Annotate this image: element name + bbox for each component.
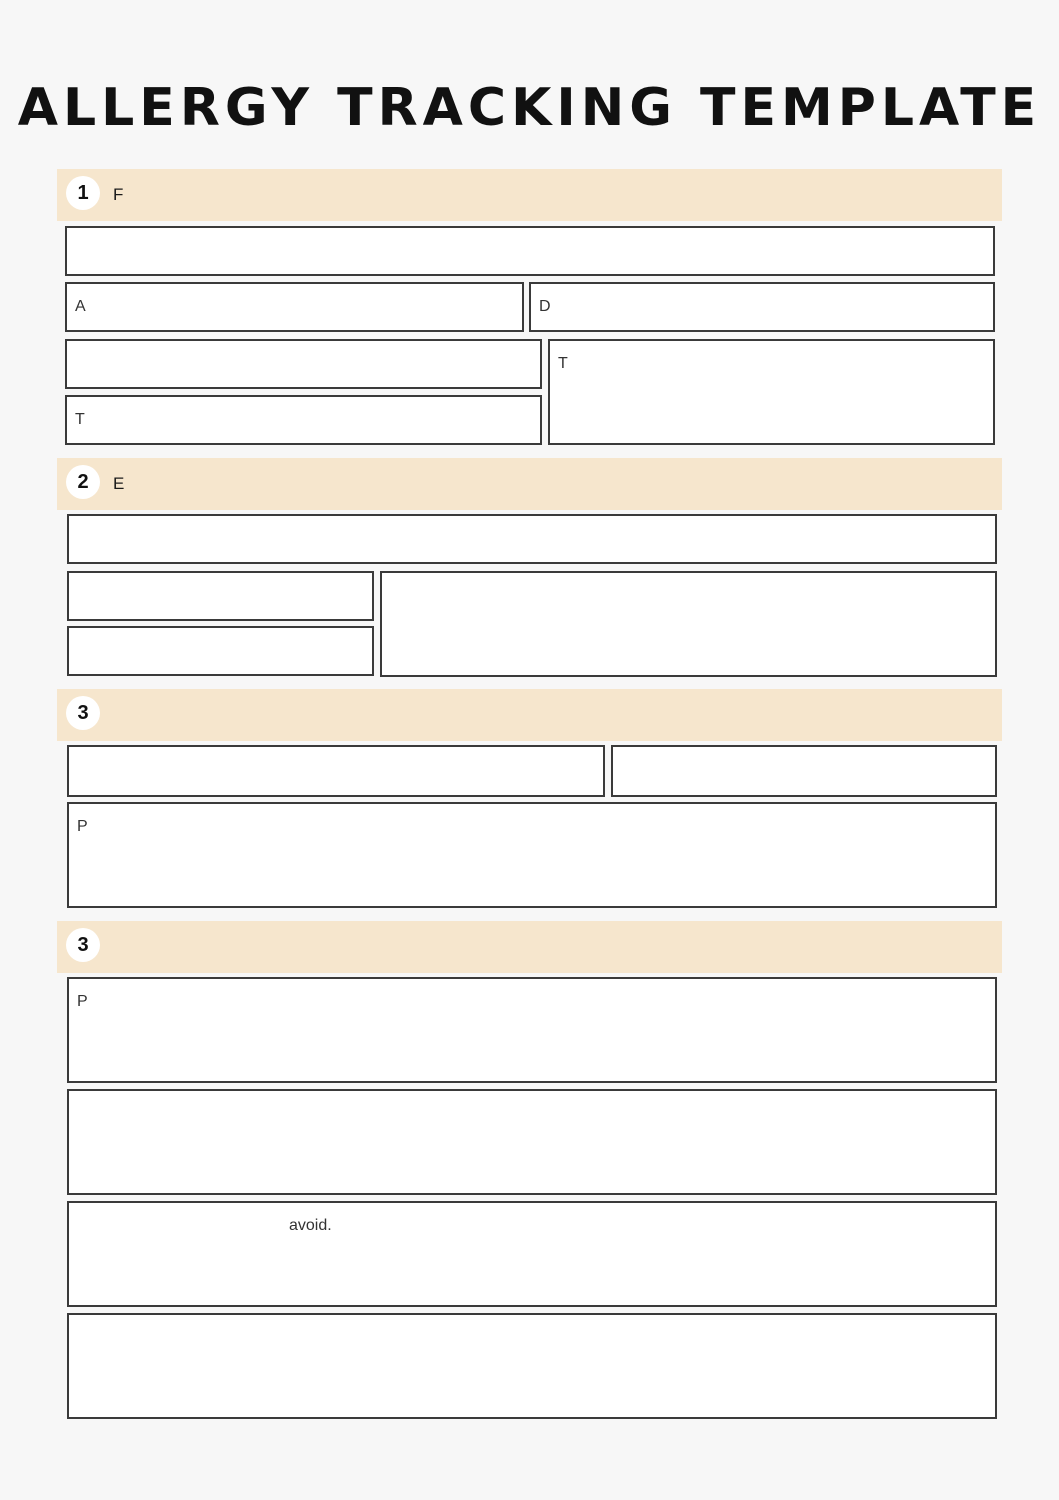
section3-narrow-field[interactable] — [611, 745, 997, 797]
section-header-3 — [57, 689, 1002, 741]
section-header-4 — [57, 921, 1002, 973]
section-number-4: 3 — [66, 928, 100, 962]
field-label: T — [75, 411, 85, 428]
field-label: D — [539, 298, 551, 315]
section-header-1 — [57, 169, 1002, 221]
info-field-a[interactable] — [65, 339, 542, 389]
section4-box-c[interactable] — [67, 1201, 997, 1307]
date-field[interactable] — [529, 282, 995, 332]
section-header-2 — [57, 458, 1002, 510]
info-field-b[interactable] — [65, 395, 542, 445]
type-field[interactable] — [548, 339, 995, 445]
section2-large-field[interactable] — [380, 571, 997, 677]
section-number-3: 3 — [66, 696, 100, 730]
field-label: A — [75, 298, 86, 315]
patient-name-field[interactable] — [65, 226, 995, 276]
field-label: P — [77, 818, 88, 835]
field-label: avoid. — [289, 1217, 332, 1234]
field-label: P — [77, 993, 88, 1010]
section3-notes-field[interactable] — [67, 802, 997, 908]
section2-full-field[interactable] — [67, 514, 997, 564]
section-title-1: F — [113, 185, 124, 204]
section-number-1: 1 — [66, 176, 100, 210]
section-number-2: 2 — [66, 465, 100, 499]
section2-small-field-b[interactable] — [67, 626, 374, 676]
field-label: T — [558, 355, 568, 372]
section-title-2: E — [113, 474, 125, 493]
page-title: ALLERGY TRACKING TEMPLATE — [17, 78, 1042, 138]
allergen-field[interactable] — [65, 282, 524, 332]
section4-box-b[interactable] — [67, 1089, 997, 1195]
section4-box-d[interactable] — [67, 1313, 997, 1419]
section3-wide-field[interactable] — [67, 745, 605, 797]
section4-box-a[interactable] — [67, 977, 997, 1083]
section2-small-field-a[interactable] — [67, 571, 374, 621]
